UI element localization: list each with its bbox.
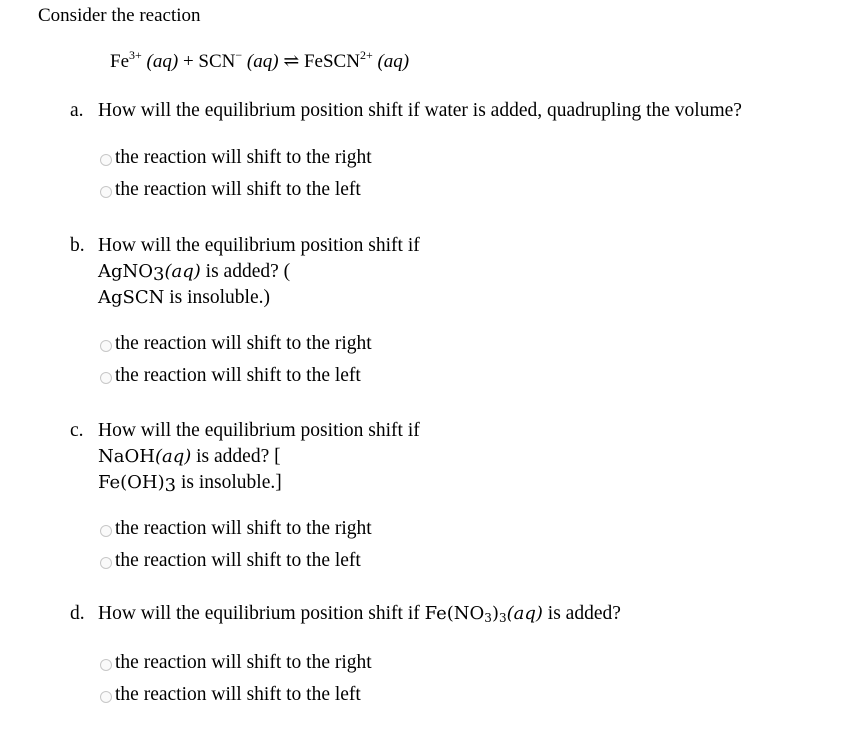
question-b: [70, 233, 420, 311]
question-note-line: $Fe(OH)_3$ is insoluble.]: [98, 472, 282, 496]
radio-button[interactable]: [100, 154, 112, 166]
question-letter: d.: [70, 603, 85, 624]
question-d: d. How will the equilibrium position shift if $Fe(NO_3)_3(aq)$ is added?: [70, 603, 621, 625]
question-c: [70, 418, 420, 496]
radio-button[interactable]: [100, 659, 112, 671]
question-chem-line: NaOH(aq) is added? [: [98, 446, 281, 467]
intro-text: Consider the reaction: [38, 5, 201, 26]
question-text: How will the equilibrium position shift if water is added, quadrupling the volume?: [98, 100, 742, 121]
question-chem-line: AgNO$_3$(aq) is added? (: [98, 261, 291, 285]
q-d-option-left[interactable]: the reaction will shift to the left: [100, 684, 361, 706]
q-b-option-right[interactable]: the reaction will shift to the right: [100, 333, 372, 355]
question-letter: c.: [70, 420, 84, 441]
q-d-option-right[interactable]: the reaction will shift to the right: [100, 652, 372, 674]
reaction-equation: $Fe^{3+}$ (aq) + SCN− (aq) ⇌ FeSCN$^{2+}$ (aq): [110, 48, 410, 72]
q-c-option-left[interactable]: the reaction will shift to the left: [100, 550, 361, 572]
radio-button[interactable]: [100, 372, 112, 384]
radio-button[interactable]: [100, 557, 112, 569]
q-c-option-right[interactable]: the reaction will shift to the right: [100, 518, 372, 540]
radio-button[interactable]: [100, 340, 112, 352]
radio-button[interactable]: [100, 691, 112, 703]
question-note-line: AgSCN is insoluble.): [98, 287, 270, 308]
radio-button[interactable]: [100, 186, 112, 198]
radio-button[interactable]: [100, 525, 112, 537]
q-b-option-left[interactable]: the reaction will shift to the left: [100, 365, 361, 387]
question-letter: a.: [70, 100, 84, 121]
question-text: How will the equilibrium position shift if: [98, 235, 420, 256]
q-a-option-left[interactable]: the reaction will shift to the left: [100, 179, 361, 201]
question-chem: $Fe(NO_3)_3(aq)$: [424, 603, 543, 625]
question-text: How will the equilibrium position shift if: [98, 420, 420, 441]
question-text: How will the equilibrium position shift if: [98, 603, 420, 624]
q-a-option-right[interactable]: the reaction will shift to the right: [100, 147, 372, 169]
question-a: [70, 100, 742, 122]
question-letter: b.: [70, 235, 85, 256]
